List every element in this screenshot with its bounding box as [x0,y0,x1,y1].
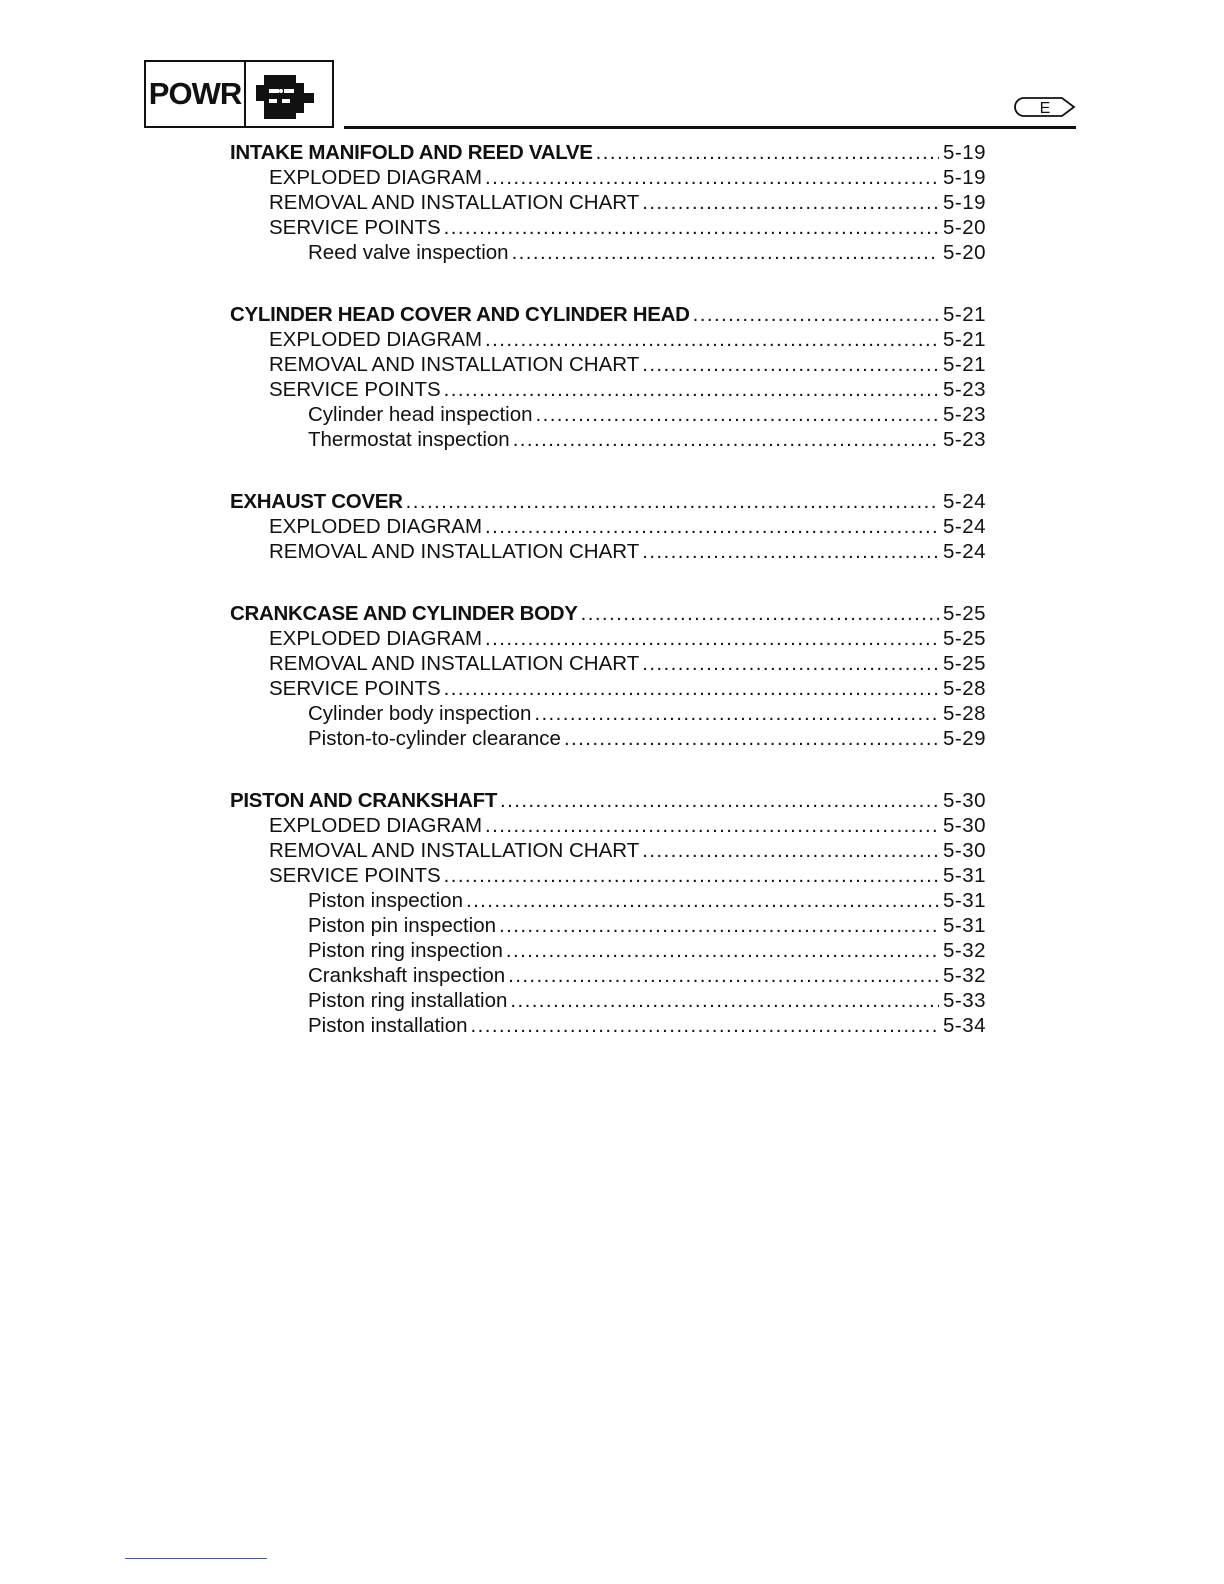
language-badge-letter: E [1039,100,1051,117]
toc-page-number: 5-30 [942,814,986,837]
toc-entry-title: Piston installation [308,1014,468,1037]
toc-page-number: 5-24 [942,490,986,513]
dot-leader [506,938,939,963]
toc-entry[interactable] [230,165,986,190]
toc-page-number: 5-28 [942,702,986,725]
engine-block-icon [246,62,332,126]
toc-entry[interactable] [230,651,986,676]
toc-page-number: 5-21 [942,353,986,376]
dot-leader [499,913,939,938]
toc-entry-title: Piston-to-cylinder clearance [308,727,561,750]
toc-entry[interactable] [230,377,986,402]
toc-subentry[interactable] [230,240,986,265]
toc-entry-title: REMOVAL AND INSTALLATION CHART [269,839,640,862]
toc-subentry[interactable] [230,938,986,963]
dot-leader [564,726,939,751]
toc-entry-title: REMOVAL AND INSTALLATION CHART [269,353,640,376]
dot-leader [485,165,939,190]
toc-section-heading[interactable] [230,489,986,514]
toc-entry-title: SERVICE POINTS [269,864,441,887]
dot-leader [444,215,939,240]
dot-leader [485,626,939,651]
dot-leader [536,402,940,427]
toc-section-heading[interactable] [230,140,986,165]
toc-entry-title: SERVICE POINTS [269,378,441,401]
dot-leader [485,813,939,838]
toc-entry[interactable] [230,514,986,539]
dot-leader [512,240,939,265]
toc-page-number: 5-29 [942,727,986,750]
toc-section [230,489,986,564]
toc-entry-title: SERVICE POINTS [269,216,441,239]
toc-page-number: 5-31 [942,889,986,912]
dot-leader [581,601,939,626]
toc-entry-title: Thermostat inspection [308,428,510,451]
dot-leader [642,190,939,215]
table-of-contents [230,140,986,1075]
toc-entry-title: CYLINDER HEAD COVER AND CYLINDER HEAD [230,303,690,326]
dot-leader [642,838,939,863]
toc-entry-title: Piston ring inspection [308,939,503,962]
toc-page-number: 5-21 [942,328,986,351]
toc-entry[interactable] [230,352,986,377]
toc-entry-title: Piston inspection [308,889,463,912]
toc-page-number: 5-33 [942,989,986,1012]
toc-entry[interactable] [230,539,986,564]
dot-leader [406,489,939,514]
toc-entry-title: Piston ring installation [308,989,508,1012]
toc-entry-title: SERVICE POINTS [269,677,441,700]
toc-entry[interactable] [230,863,986,888]
dot-leader [500,788,939,813]
toc-page-number: 5-23 [942,378,986,401]
toc-section [230,601,986,751]
dot-leader [534,701,939,726]
footer-link-underline[interactable] [125,1558,267,1559]
toc-entry[interactable] [230,215,986,240]
toc-entry-title: REMOVAL AND INSTALLATION CHART [269,191,640,214]
toc-page-number: 5-19 [942,191,986,214]
toc-page-number: 5-34 [942,1014,986,1037]
toc-page-number: 5-19 [942,166,986,189]
dot-leader [444,863,939,888]
dot-leader [510,988,939,1013]
toc-section-heading[interactable] [230,302,986,327]
toc-page-number: 5-19 [942,141,986,164]
toc-entry-title: EXPLODED DIAGRAM [269,814,483,837]
toc-entry-title: EXPLODED DIAGRAM [269,515,483,538]
toc-subentry[interactable] [230,402,986,427]
dot-leader [642,539,939,564]
toc-section [230,302,986,452]
toc-entry-title: Cylinder head inspection [308,403,533,426]
toc-page-number: 5-25 [942,602,986,625]
toc-entry[interactable] [230,327,986,352]
section-header-box [144,60,334,128]
dot-leader [642,651,939,676]
toc-entry-title: EXHAUST COVER [230,490,403,513]
toc-page-number: 5-32 [942,939,986,962]
dot-leader [485,327,939,352]
toc-section-heading[interactable] [230,601,986,626]
toc-subentry[interactable] [230,888,986,913]
dot-leader [642,352,939,377]
dot-leader [444,676,939,701]
toc-entry[interactable] [230,813,986,838]
toc-subentry[interactable] [230,1013,986,1038]
toc-page-number: 5-31 [942,914,986,937]
toc-page-number: 5-28 [942,677,986,700]
toc-entry-title: REMOVAL AND INSTALLATION CHART [269,540,640,563]
dot-leader [513,427,939,452]
toc-entry-title: Piston pin inspection [308,914,497,937]
toc-page-number: 5-30 [942,839,986,862]
toc-page-number: 5-31 [942,864,986,887]
dot-leader [471,1013,939,1038]
toc-section [230,788,986,1038]
toc-section [230,140,986,265]
dot-leader [508,963,939,988]
toc-page-number: 5-25 [942,652,986,675]
section-label: POWR [146,62,246,126]
toc-page-number: 5-25 [942,627,986,650]
toc-entry-title: EXPLODED DIAGRAM [269,166,483,189]
toc-entry-title: EXPLODED DIAGRAM [269,328,483,351]
toc-entry-title: CRANKCASE AND CYLINDER BODY [230,602,578,625]
toc-entry[interactable] [230,838,986,863]
dot-leader [485,514,939,539]
toc-entry-title: Cylinder body inspection [308,702,532,725]
toc-subentry[interactable] [230,913,986,938]
toc-page-number: 5-24 [942,540,986,563]
toc-entry-title: REMOVAL AND INSTALLATION CHART [269,652,640,675]
toc-entry[interactable] [230,676,986,701]
dot-leader [693,302,939,327]
header-rule [344,126,1076,129]
dot-leader [596,140,939,165]
toc-entry-title: INTAKE MANIFOLD AND REED VALVE [230,141,593,164]
toc-entry-title: Crankshaft inspection [308,964,506,987]
toc-entry[interactable] [230,626,986,651]
toc-page-number: 5-23 [942,403,986,426]
toc-page-number: 5-21 [942,303,986,326]
toc-page-number: 5-24 [942,515,986,538]
toc-subentry[interactable] [230,726,986,751]
toc-page-number: 5-23 [942,428,986,451]
toc-page-number: 5-20 [942,216,986,239]
toc-subentry[interactable] [230,701,986,726]
toc-subentry[interactable] [230,427,986,452]
toc-page-number: 5-30 [942,789,986,812]
toc-entry-title: PISTON AND CRANKSHAFT [230,789,498,812]
dot-leader [466,888,939,913]
toc-page-number: 5-32 [942,964,986,987]
toc-subentry[interactable] [230,988,986,1013]
toc-entry-title: Reed valve inspection [308,241,509,264]
toc-subentry[interactable] [230,963,986,988]
dot-leader [444,377,939,402]
toc-page-number: 5-20 [942,241,986,264]
toc-section-heading[interactable] [230,788,986,813]
language-badge [1012,96,1076,123]
toc-entry[interactable] [230,190,986,215]
toc-entry-title: EXPLODED DIAGRAM [269,627,483,650]
